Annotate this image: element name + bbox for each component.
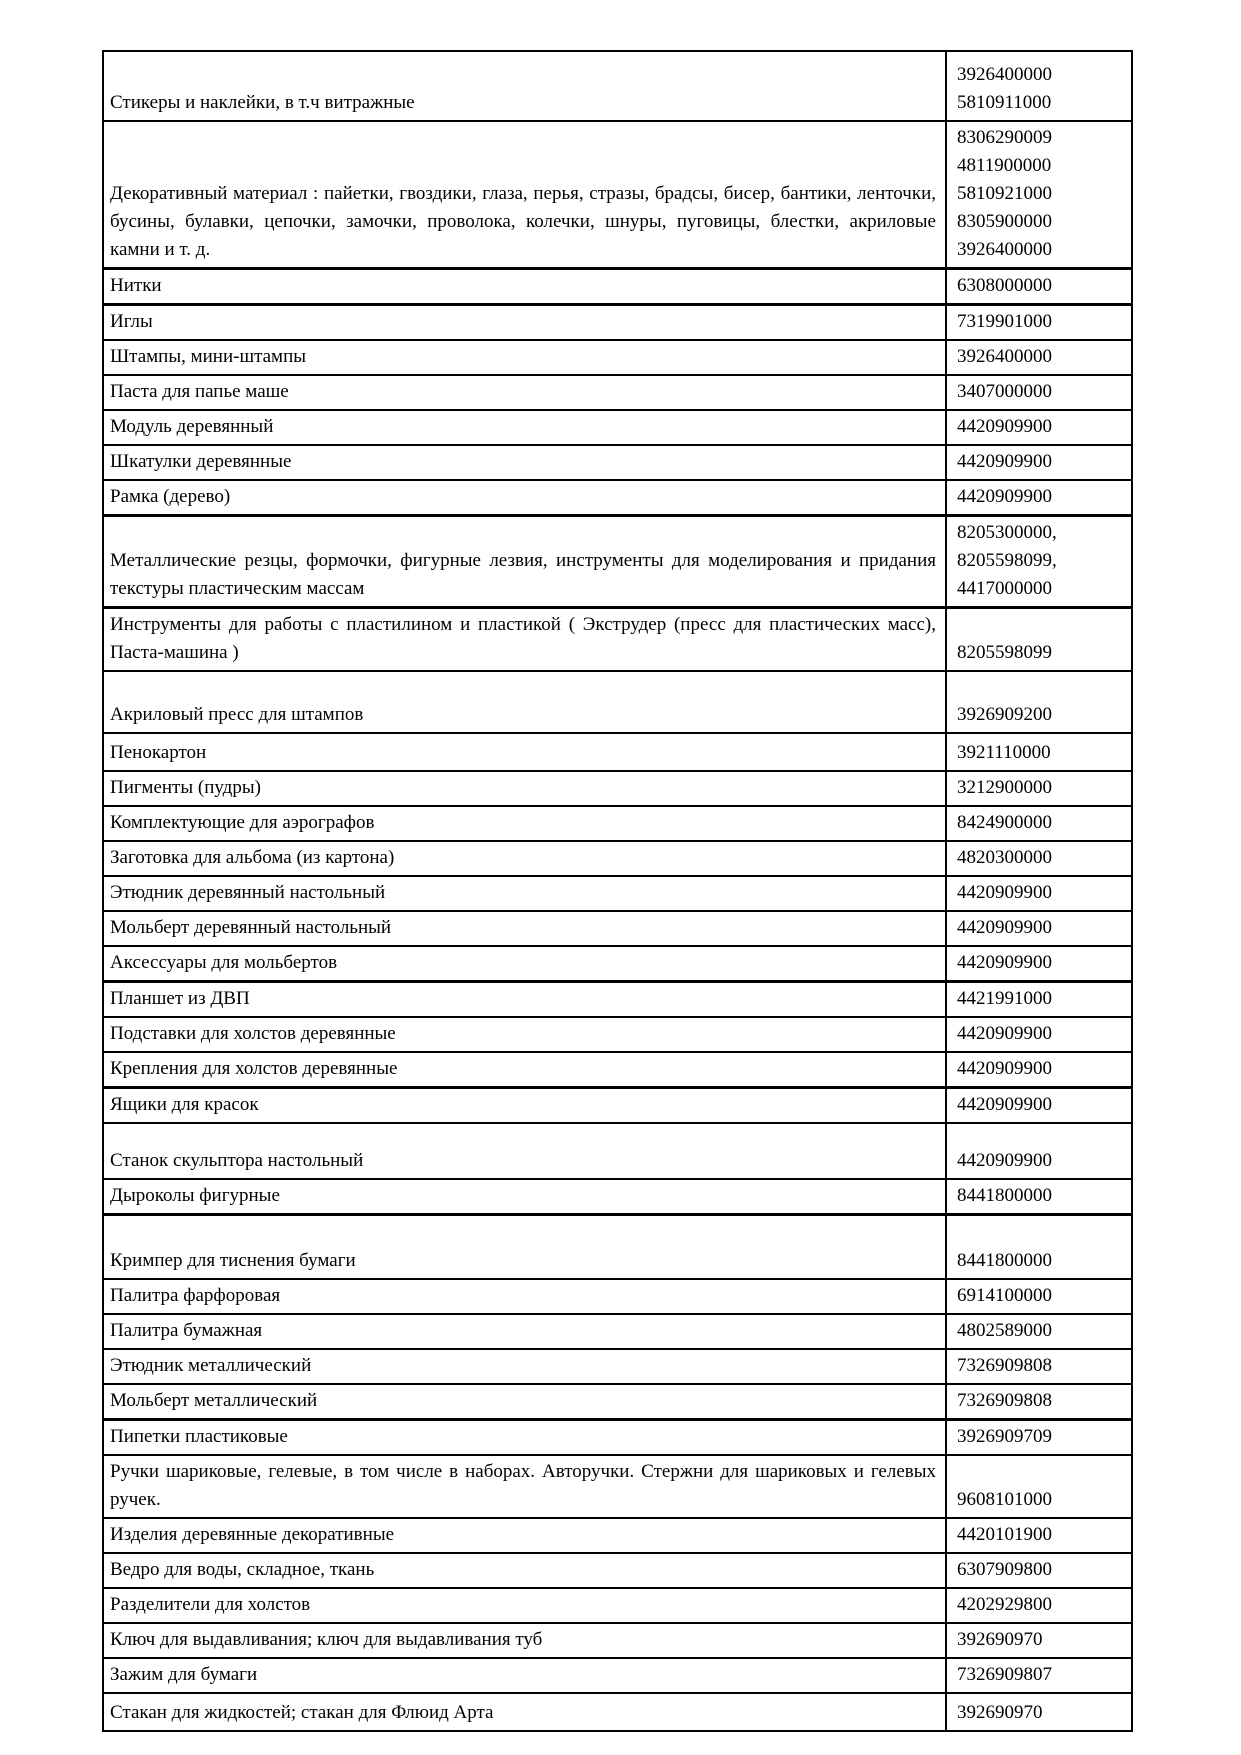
- product-name: Мольберт металлический: [110, 1390, 318, 1411]
- table-row: [104, 1124, 1131, 1180]
- product-name: Стикеры и наклейки, в т.ч витражные: [110, 92, 415, 113]
- hs-code: 3212900000: [957, 777, 1052, 798]
- product-name: Декоративный материал : пайетки, гвоздики, глаза, перья, стразы, брадсы, бисер, бантики, ленточки, бусины, булавки, цепочки, замочки, проволока, колечки, шнуры, пуговицы, блестки, акриловые камни и т. д.: [110, 183, 936, 260]
- table-row: [104, 983, 1131, 1018]
- product-name: Заготовка для альбома (из картона): [110, 847, 395, 868]
- hs-code-cell: [947, 1350, 1131, 1383]
- table-row: [104, 517, 1131, 609]
- product-name-cell: [104, 481, 947, 514]
- product-name-cell: [104, 1216, 947, 1278]
- product-name: Металлические резцы, формочки, фигурные лезвия, инструменты для моделирования и придания текстуры пластическим массам: [110, 550, 936, 599]
- product-name-cell: [104, 446, 947, 479]
- product-name: Пипетки пластиковые: [110, 1426, 288, 1447]
- product-name-cell: [104, 1694, 947, 1730]
- product-name: Палитра фарфоровая: [110, 1285, 281, 1306]
- product-name-cell: [104, 609, 947, 670]
- table-row: [104, 1659, 1131, 1694]
- product-name: Нитки: [110, 275, 162, 296]
- hs-code: 5810911000: [957, 92, 1052, 113]
- table-row: [104, 1089, 1131, 1124]
- table-row: [104, 446, 1131, 481]
- table-row: [104, 842, 1131, 877]
- hs-code: 392690970: [957, 1702, 1043, 1723]
- hs-code: 6307909800: [957, 1559, 1052, 1580]
- product-name-cell: [104, 52, 947, 120]
- hs-code: 8305900000: [957, 211, 1052, 232]
- hs-code-cell: [947, 672, 1131, 732]
- product-name-cell: [104, 772, 947, 805]
- table-row: [104, 1694, 1131, 1730]
- hs-code: 4202929800: [957, 1594, 1052, 1615]
- table-row: [104, 341, 1131, 376]
- hs-code: 7326909807: [957, 1664, 1052, 1685]
- hs-code-cell: [947, 983, 1131, 1016]
- table-row: [104, 1554, 1131, 1589]
- product-name-cell: [104, 1659, 947, 1692]
- hs-code-cell: [947, 772, 1131, 805]
- table-row: [104, 1519, 1131, 1554]
- product-name: Этюдник деревянный настольный: [110, 882, 386, 903]
- table-row: [104, 734, 1131, 772]
- table-row: [104, 376, 1131, 411]
- hs-code: 4420909900: [957, 1150, 1052, 1171]
- table-row: [104, 1053, 1131, 1089]
- hs-code-cell: [947, 807, 1131, 840]
- product-name-cell: [104, 1018, 947, 1051]
- hs-code: 3926909709: [957, 1426, 1052, 1447]
- table-row: [104, 411, 1131, 446]
- hs-code: 3921110000: [957, 742, 1051, 763]
- hs-code-cell: [947, 1421, 1131, 1454]
- table-row: [104, 912, 1131, 947]
- hs-code-cell: [947, 1385, 1131, 1418]
- table-row: [104, 1385, 1131, 1421]
- product-name-cell: [104, 912, 947, 945]
- table-row: [104, 807, 1131, 842]
- table-row: [104, 1315, 1131, 1350]
- product-name-cell: [104, 1089, 947, 1122]
- product-name-cell: [104, 672, 947, 732]
- product-name-cell: [104, 1124, 947, 1178]
- product-name-cell: [104, 1554, 947, 1587]
- hs-code: 6308000000: [957, 275, 1052, 296]
- hs-code: 8424900000: [957, 812, 1052, 833]
- table-row: [104, 270, 1131, 306]
- table-row: [104, 1216, 1131, 1280]
- hs-code: 4420909900: [957, 1058, 1052, 1079]
- product-name-cell: [104, 411, 947, 444]
- hs-code-cell: [947, 306, 1131, 339]
- hs-code-cell: [947, 270, 1131, 303]
- table-row: [104, 877, 1131, 912]
- hs-code-cell: [947, 1456, 1131, 1517]
- product-name-cell: [104, 341, 947, 374]
- hs-code: 4420909900: [957, 1094, 1052, 1115]
- hs-code-cell: [947, 481, 1131, 514]
- hs-code: 4420909900: [957, 917, 1052, 938]
- product-name: Изделия деревянные декоративные: [110, 1524, 395, 1545]
- table-row: [104, 609, 1131, 672]
- hs-code-cell: [947, 1519, 1131, 1552]
- table-row: [104, 1421, 1131, 1456]
- table-row: [104, 1180, 1131, 1216]
- product-name: Пенокартон: [110, 742, 207, 763]
- hs-code: 4420909900: [957, 952, 1052, 973]
- hs-code-cell: [947, 842, 1131, 875]
- table-row: [104, 947, 1131, 983]
- hs-code: 8441800000: [957, 1185, 1052, 1206]
- product-name: Кримпер для тиснения бумаги: [110, 1250, 356, 1271]
- hs-code-cell: [947, 1315, 1131, 1348]
- product-name: Разделители для холстов: [110, 1594, 311, 1615]
- hs-code-cell: [947, 376, 1131, 409]
- hs-code: 3926400000: [957, 239, 1052, 260]
- hs-code-cell: [947, 1624, 1131, 1657]
- table-row: [104, 1350, 1131, 1385]
- hs-code-cell: [947, 1089, 1131, 1122]
- hs-code: 4420909900: [957, 882, 1052, 903]
- product-name: Планшет из ДВП: [110, 988, 250, 1009]
- product-name: Ящики для красок: [110, 1094, 259, 1115]
- product-name-cell: [104, 1519, 947, 1552]
- table-row: [104, 772, 1131, 807]
- product-name: Ручки шариковые, гелевые, в том числе в наборах. Авторучки. Стержни для шариковых и гелевых ручек.: [110, 1461, 936, 1510]
- hs-code: 4420909900: [957, 451, 1052, 472]
- hs-code-cell: [947, 341, 1131, 374]
- hs-code-cell: [947, 52, 1131, 120]
- table-row: [104, 1280, 1131, 1315]
- hs-code: 4420101900: [957, 1524, 1052, 1545]
- table-row: [104, 1456, 1131, 1519]
- product-name: Ведро для воды, складное, ткань: [110, 1559, 375, 1580]
- hs-code-cell: [947, 1554, 1131, 1587]
- product-name-cell: [104, 1456, 947, 1517]
- product-name: Стакан для жидкостей; стакан для Флюид Арта: [110, 1702, 494, 1723]
- product-name-cell: [104, 1624, 947, 1657]
- product-name: Подставки для холстов деревянные: [110, 1023, 396, 1044]
- product-name: Мольберт деревянный настольный: [110, 917, 392, 938]
- product-name-cell: [104, 807, 947, 840]
- product-name: Рамка (дерево): [110, 486, 231, 507]
- table-row: [104, 306, 1131, 341]
- product-name: Акриловый пресс для штампов: [110, 704, 364, 725]
- product-name-cell: [104, 1315, 947, 1348]
- hs-code-cell: [947, 734, 1131, 770]
- product-name: Ключ для выдавливания; ключ для выдавливания туб: [110, 1629, 543, 1650]
- product-name-cell: [104, 1350, 947, 1383]
- hs-code: 4811900000: [957, 155, 1052, 176]
- product-name: Штампы, мини-штампы: [110, 346, 307, 367]
- hs-code: 8306290009: [957, 127, 1052, 148]
- product-name: Паста для папье маше: [110, 381, 289, 402]
- hs-code: 4420909900: [957, 486, 1052, 507]
- product-name-cell: [104, 376, 947, 409]
- product-name-cell: [104, 947, 947, 980]
- hs-code: 7326909808: [957, 1355, 1052, 1376]
- hs-code: 3926400000: [957, 64, 1052, 85]
- product-name: Дыроколы фигурные: [110, 1185, 280, 1206]
- hs-code-cell: [947, 877, 1131, 910]
- hs-code-cell: [947, 1053, 1131, 1086]
- hs-code: 8441800000: [957, 1250, 1052, 1271]
- hs-code: 9608101000: [957, 1489, 1052, 1510]
- table-row: [104, 1589, 1131, 1624]
- hs-code-cell: [947, 947, 1131, 980]
- product-name: Зажим для бумаги: [110, 1664, 258, 1685]
- customs-code-table: [102, 50, 1133, 1732]
- hs-code-cell: [947, 1216, 1131, 1278]
- hs-code: 4421991000: [957, 988, 1052, 1009]
- hs-code: 3926909200: [957, 704, 1052, 725]
- hs-code: 7319901000: [957, 311, 1052, 332]
- hs-code: 8205598099: [957, 642, 1052, 663]
- product-name-cell: [104, 1180, 947, 1213]
- product-name-cell: [104, 983, 947, 1016]
- hs-code-cell: [947, 1659, 1131, 1692]
- hs-code-cell: [947, 122, 1131, 267]
- hs-code: 4802589000: [957, 1320, 1052, 1341]
- product-name-cell: [104, 122, 947, 267]
- product-name: Этюдник металлический: [110, 1355, 312, 1376]
- product-name: Станок скульптора настольный: [110, 1150, 364, 1171]
- hs-code: 4417000000: [957, 578, 1052, 599]
- product-name-cell: [104, 270, 947, 303]
- hs-code: 392690970: [957, 1629, 1043, 1650]
- product-name-cell: [104, 306, 947, 339]
- hs-code: 4820300000: [957, 847, 1052, 868]
- hs-code: 5810921000: [957, 183, 1052, 204]
- table-row: [104, 672, 1131, 734]
- product-name: Аксессуары для мольбертов: [110, 952, 338, 973]
- hs-code-cell: [947, 609, 1131, 670]
- hs-code-cell: [947, 1124, 1131, 1178]
- hs-code: 8205300000,: [957, 522, 1057, 543]
- hs-code-cell: [947, 912, 1131, 945]
- product-name-cell: [104, 1385, 947, 1418]
- product-name: Крепления для холстов деревянные: [110, 1058, 398, 1079]
- hs-code: 4420909900: [957, 416, 1052, 437]
- hs-code: 3926400000: [957, 346, 1052, 367]
- hs-code-cell: [947, 1018, 1131, 1051]
- hs-code-cell: [947, 1694, 1131, 1730]
- hs-code: 6914100000: [957, 1285, 1052, 1306]
- product-name: Инструменты для работы с пластилином и пластикой ( Экструдер (пресс для пластических масс), Паста-машина ): [110, 614, 936, 663]
- product-name: Модуль деревянный: [110, 416, 274, 437]
- product-name: Пигменты (пудры): [110, 777, 261, 798]
- hs-code: 3407000000: [957, 381, 1052, 402]
- product-name: Шкатулки деревянные: [110, 451, 292, 472]
- product-name: Палитра бумажная: [110, 1320, 263, 1341]
- hs-code: 4420909900: [957, 1023, 1052, 1044]
- table-row: [104, 481, 1131, 517]
- product-name-cell: [104, 1053, 947, 1086]
- product-name-cell: [104, 517, 947, 606]
- product-name-cell: [104, 842, 947, 875]
- table-row: [104, 1018, 1131, 1053]
- product-name-cell: [104, 1280, 947, 1313]
- hs-code-cell: [947, 411, 1131, 444]
- hs-code: 7326909808: [957, 1390, 1052, 1411]
- table-row: [104, 122, 1131, 270]
- product-name: Комплектующие для аэрографов: [110, 812, 375, 833]
- hs-code-cell: [947, 1280, 1131, 1313]
- hs-code-cell: [947, 1589, 1131, 1622]
- product-name-cell: [104, 1589, 947, 1622]
- hs-code-cell: [947, 1180, 1131, 1213]
- hs-code-cell: [947, 446, 1131, 479]
- product-name-cell: [104, 877, 947, 910]
- table-row: [104, 1624, 1131, 1659]
- product-name-cell: [104, 1421, 947, 1454]
- hs-code-cell: [947, 517, 1131, 606]
- table-row: [104, 52, 1131, 122]
- product-name-cell: [104, 734, 947, 770]
- product-name: Иглы: [110, 311, 153, 332]
- hs-code: 8205598099,: [957, 550, 1057, 571]
